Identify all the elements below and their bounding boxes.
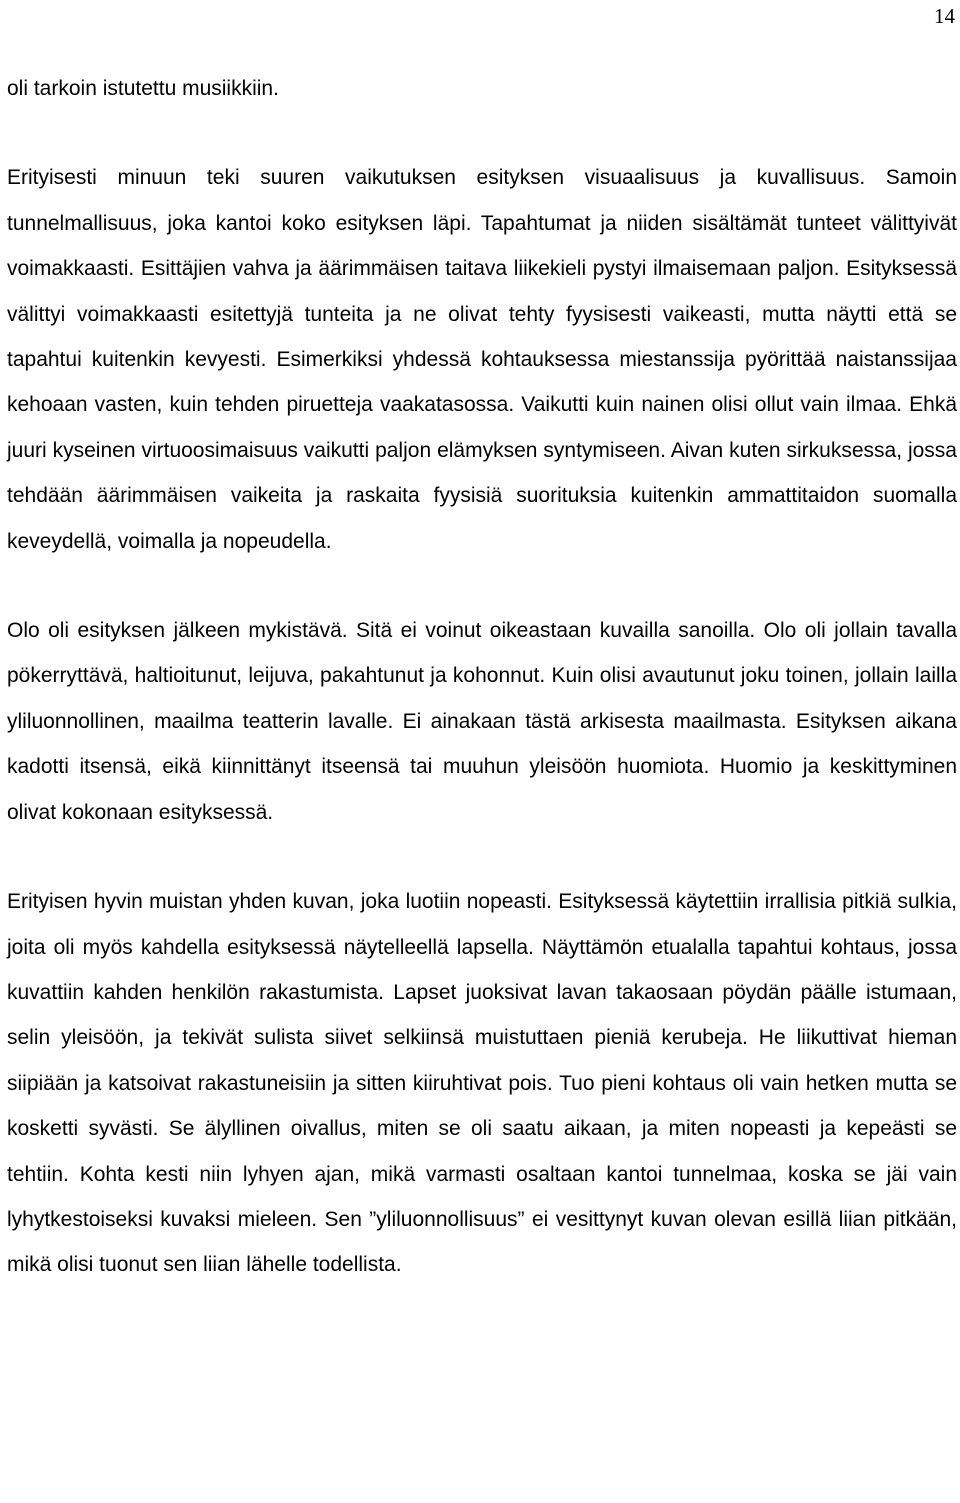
paragraph-1: oli tarkoin istutettu musiikkiin. [7, 77, 279, 100]
body-text [7, 66, 957, 1288]
paragraph-2: Erityisesti minuun teki suuren vaikutuksen esityksen visuaalisuus ja kuvallisuus. Samoin tunnelmallisuus, joka kantoi koko esityksen läpi. Tapahtumat ja niiden sisältämät tunteet välittyivät voimakkaasti. Esittäjien vahva ja äärimmäisen taitava liikekieli pystyi ilmaisemaan paljon. Esityksessä välittyi voimakkaasti esitettyjä tunteita ja ne olivat tehty fyysisesti vaikeasti, mutta näytti että se tapahtui kuitenkin kevyesti. Esimerkiksi yhdessä kohtauksessa miestanssija pyörittää naistanssijaa kehoaan vasten, kuin tehden piruetteja vaakatasossa. Vaikutti kuin nainen olisi ollut vain ilmaa. Ehkä juuri kyseinen virtuoosimaisuus vaikutti paljon elämyksen syntymiseen. Aivan kuten sirkuksessa, jossa tehdään äärimmäisen vaikeita ja raskaita fyysisiä suorituksia kuitenkin ammattitaidon suomalla keveydellä, voimalla ja nopeudella. [7, 166, 957, 553]
paragraph-3: Olo oli esityksen jälkeen mykistävä. Sitä ei voinut oikeastaan kuvailla sanoilla. Olo oli jollain tavalla pökerryttävä, haltioitunut, leijuva, pakahtunut ja kohonnut. Kuin olisi avautunut joku toinen, jollain lailla yliluonnollinen, maailma teatterin lavalle. Ei ainakaan tästä arkisesta maailmasta. Esityksen aikana kadotti itsensä, eikä kiinnittänyt itseensä tai muuhun yleisöön huomiota. Huomio ja keskittyminen olivat kokonaan esityksessä. [7, 619, 957, 824]
page-number: 14 [934, 4, 955, 28]
paragraph-4: Erityisen hyvin muistan yhden kuvan, joka luotiin nopeasti. Esityksessä käytettiin irrallisia pitkiä sulkia, joita oli myös kahdella esityksessä näytelleellä lapsella. Näyttämön etualalla tapahtui kohtaus, jossa kuvattiin kahden henkilön rakastumista. Lapset juoksivat lavan takaosaan pöydän päälle istumaan, selin yleisöön, ja tekivät sulista siivet selkiinsä muistuttaen pieniä kerubeja. He liikuttivat hieman siipiään ja katsoivat rakastuneisiin ja sitten kiiruhtivat pois. Tuo pieni kohtaus oli vain hetken mutta se kosketti syvästi. Se älyllinen oivallus, miten se oli saatu aikaan, ja miten nopeasti ja kepeästi se tehtiin. Kohta kesti niin lyhyen ajan, mikä varmasti osaltaan kantoi tunnelmaa, koska se jäi vain lyhytkestoiseksi kuvaksi mieleen. Sen ”yliluonnollisuus” ei vesittynyt kuvan olevan esillä liian pitkään, mikä olisi tuonut sen liian lähelle todellista. [7, 890, 957, 1277]
